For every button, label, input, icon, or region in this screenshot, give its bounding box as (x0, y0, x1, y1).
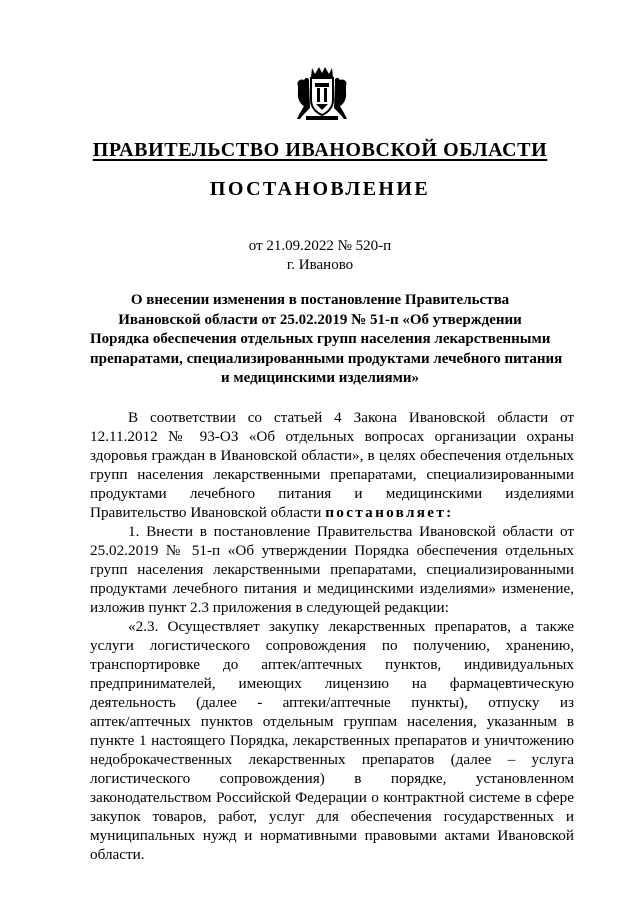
text-line: 25.02.2019 № 51-п «Об утверждении Порядка обеспечения отдельных (90, 542, 574, 559)
text-line: деятельность (далее - аптеки/аптечные пункты), отпуску из (90, 694, 574, 711)
heading-line: Ивановской области от 25.02.2019 № 51-п «Об утверждении (118, 311, 522, 328)
text-line: продуктами лечебного питания и медицинскими изделиями» изменение, (90, 580, 574, 597)
paragraph-item-1 (90, 522, 574, 617)
text-line: недоброкачественных лекарственных препаратов (далее – услуга (90, 751, 574, 768)
paragraph-preamble (90, 408, 574, 522)
city: г. Иваново (286, 257, 354, 273)
text-line: 12.11.2012 № 93-ОЗ «Об отдельных вопросах организации охраны (90, 428, 574, 445)
coat-of-arms-icon (292, 64, 352, 122)
text-line: продуктами лечебного питания и медицинскими изделиями (90, 485, 574, 502)
heading-line: О внесении изменения в постановление Правительства (130, 292, 510, 308)
paragraph-item-2-3 (90, 617, 574, 864)
document-body (90, 408, 574, 864)
government-title: ПРАВИТЕЛЬСТВО ИВАНОВСКОЙ ОБЛАСТИ (92, 139, 548, 161)
text-line: здоровья граждан в Ивановской области», в целях обеспечения отдельных (90, 447, 574, 464)
date-number: от 21.09.2022 № 520-п (248, 238, 392, 254)
text-line: изложив пункт 2.3 приложения в следующей редакции: (90, 599, 449, 616)
heading-line: и медицинскими изделиями» (221, 370, 419, 386)
text-line: законодательством Российской Федерации о контрактной системе в сфере (90, 789, 574, 806)
text-line: пункте 1 настоящего Порядка, лекарственных препаратов и уничтожению (90, 732, 574, 749)
heading-line: Порядка обеспечения отдельных групп населения лекарственными (90, 331, 551, 347)
text-line: аптек/аптечных пунктов отдельным группам населения, указанным в (90, 713, 574, 730)
text-line: транспортировке до аптек/аптечных пунктов, индивидуальных (90, 656, 574, 673)
text-line: логистического сопровождения) в порядке, установленном (90, 770, 574, 787)
text-line: предпринимателей, имеющих лицензию на фармацевтическую (90, 675, 574, 692)
text-line: «2.3. Осуществляет закупку лекарственных препаратов, а также (128, 618, 574, 635)
text-line: закупок товаров, работ, услуг для обеспечения государственных и (90, 808, 574, 825)
document-type: ПОСТАНОВЛЕНИЕ (209, 178, 431, 200)
text-line: В соответствии со статьей 4 Закона Ивановской области от (128, 409, 574, 426)
text-line: области. (90, 846, 145, 863)
document-heading (90, 291, 563, 389)
text-line: муниципальных нужд и нормативными правовыми актами Ивановской (90, 827, 574, 844)
text-line: 1. Внести в постановление Правительства Ивановской области от (128, 523, 574, 540)
text-line (90, 503, 574, 522)
text-line: групп населения лекарственными препаратами, специализированными (90, 561, 574, 578)
heading-line: препаратами, специализированными продуктами лечебного питания (90, 350, 563, 367)
document-meta (0, 237, 640, 275)
resolving-body: Правительство Ивановской области (90, 504, 322, 521)
resolves-keyword: постановляет: (325, 504, 454, 521)
text-line: услуги логистического сопровождения по получению, хранению, (90, 637, 574, 654)
text-line: групп населения лекарственными препаратами, специализированными (90, 466, 574, 483)
